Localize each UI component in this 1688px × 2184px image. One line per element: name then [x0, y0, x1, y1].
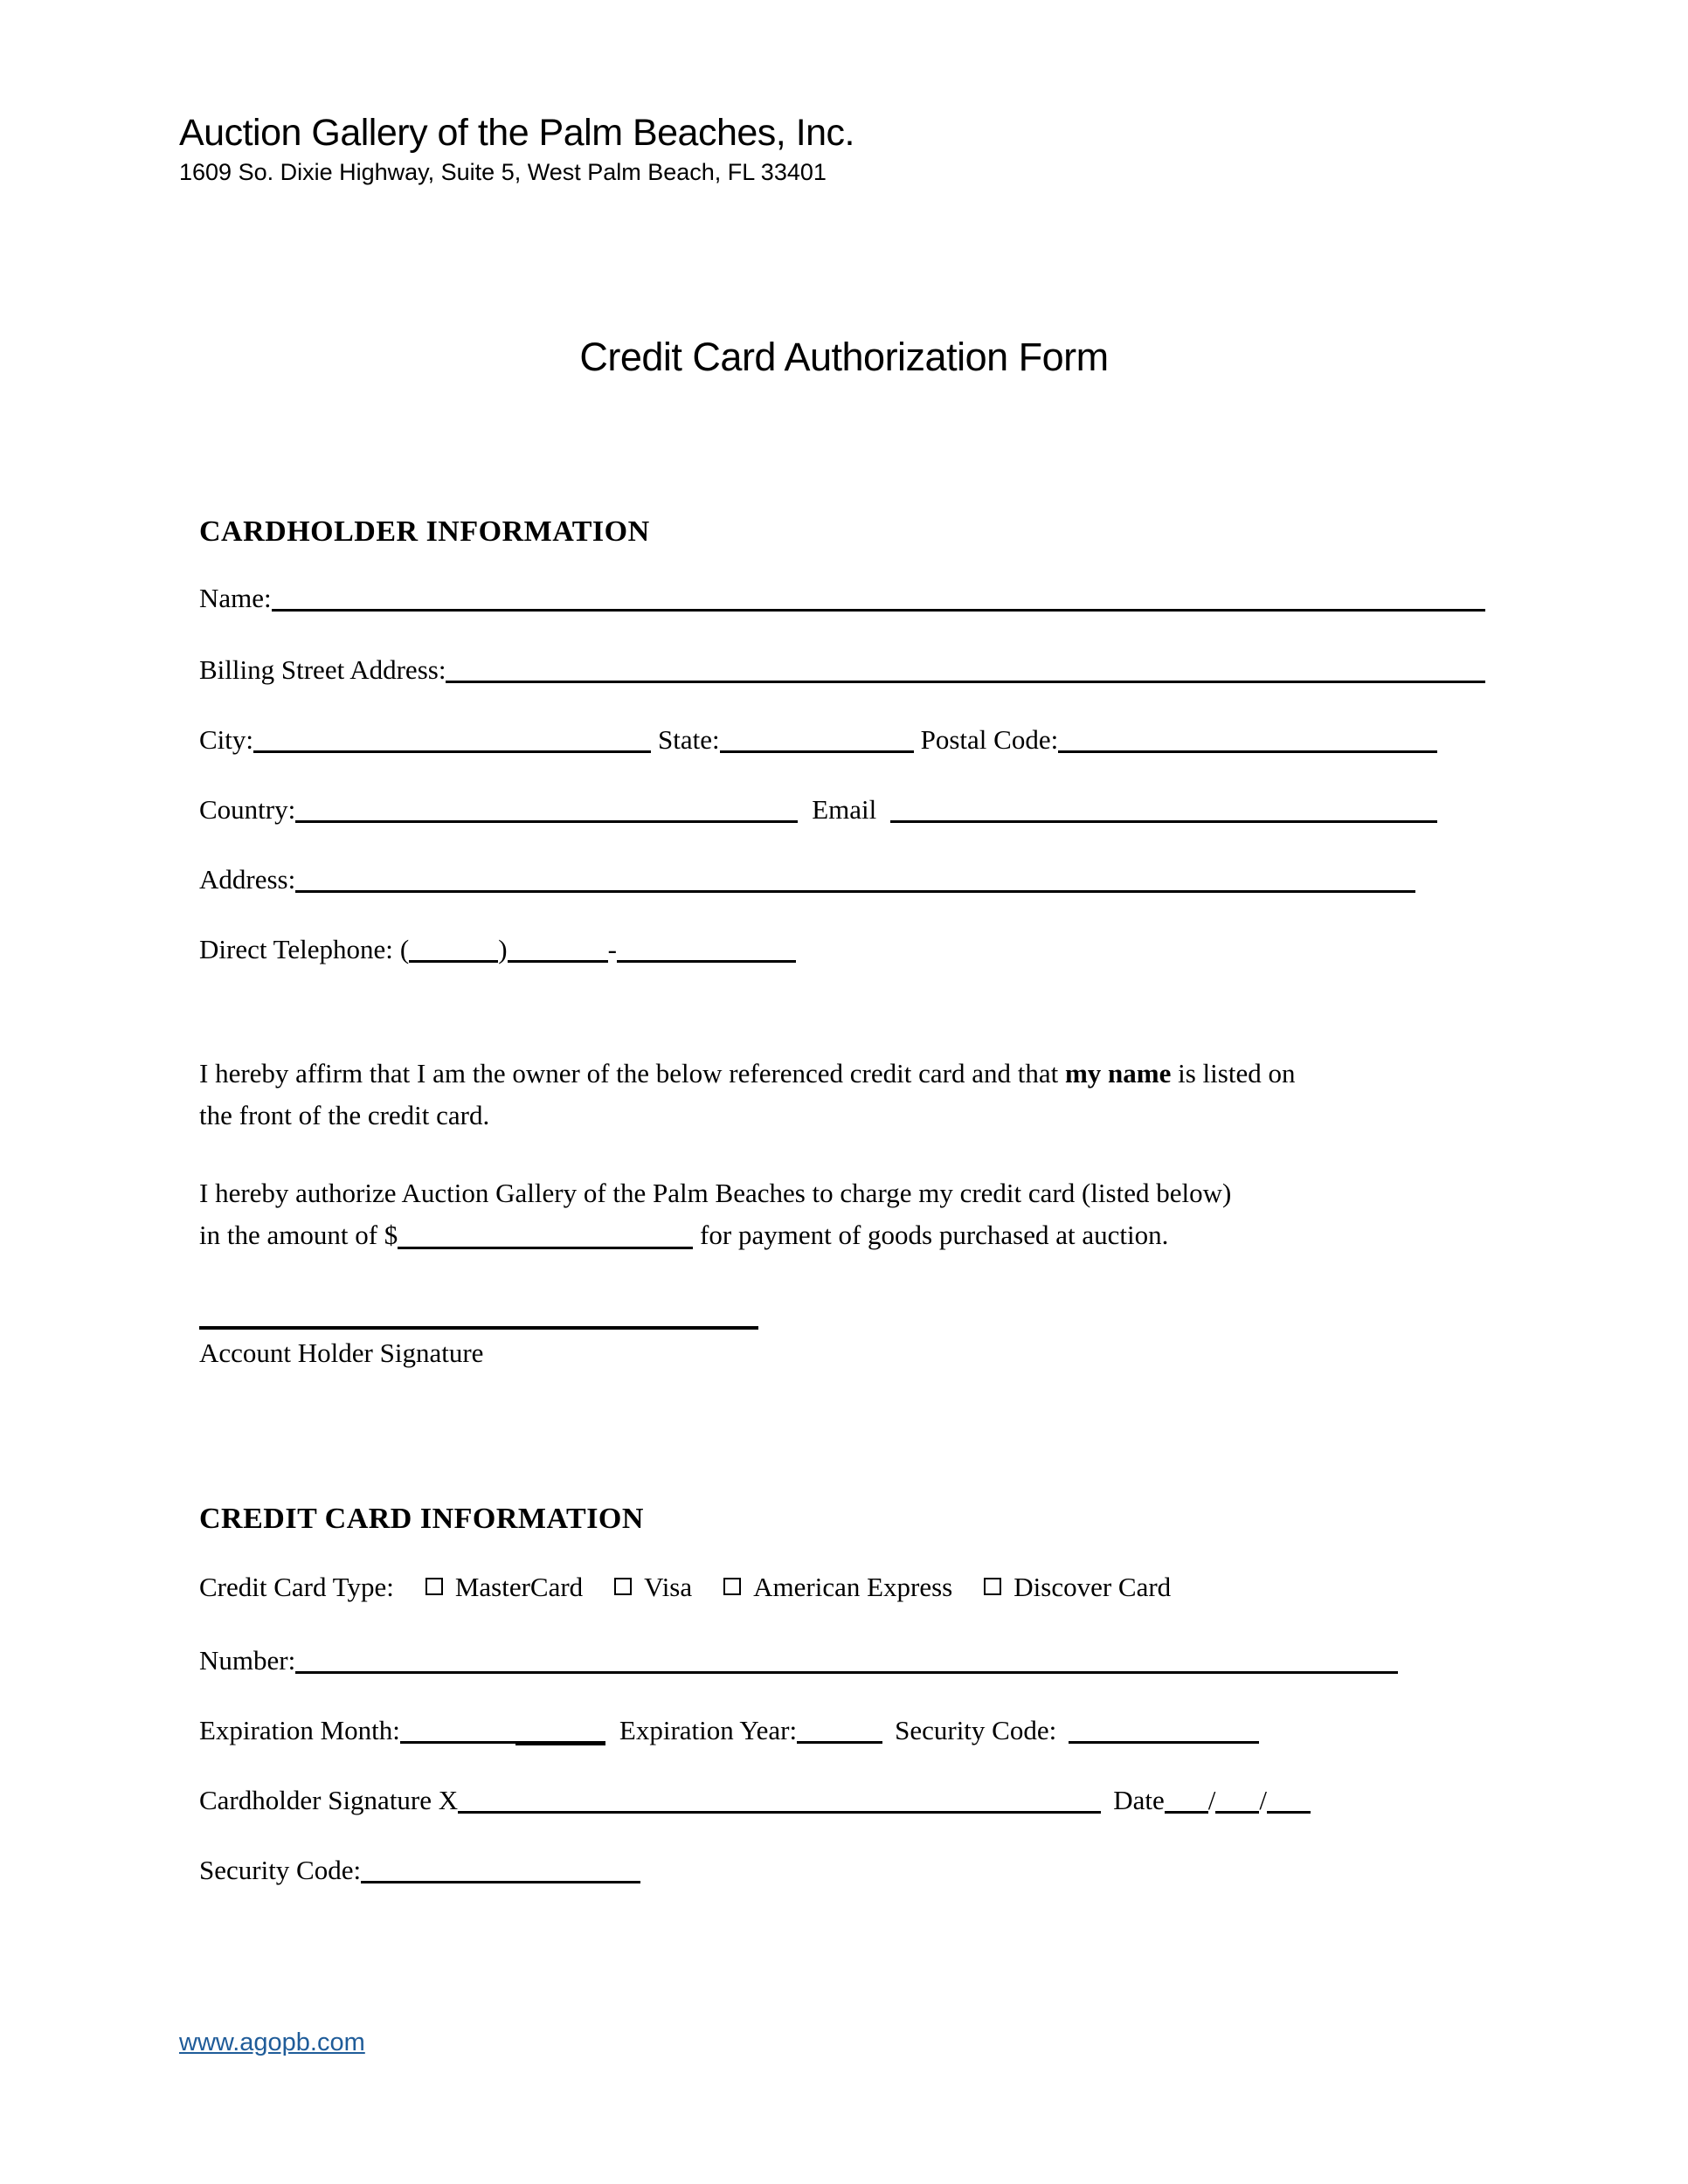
letterhead [179, 110, 854, 187]
email-label: Email [812, 794, 877, 825]
country-label: Country: [199, 794, 296, 825]
card-type-label: Credit Card Type: [199, 1572, 394, 1602]
cardholder-section-heading: CARDHOLDER INFORMATION [199, 515, 650, 548]
account-holder-signature-block [199, 1284, 758, 1370]
website-link[interactable]: www.agopb.com [179, 2028, 365, 2056]
card-type-option-mastercard[interactable] [425, 1571, 583, 1604]
date-label: Date [1113, 1785, 1165, 1815]
expiration-row [199, 1714, 1259, 1747]
card-type-row [199, 1571, 1171, 1604]
expiration-year-label: Expiration Year: [619, 1715, 798, 1745]
security-code-row [199, 1854, 640, 1887]
company-name: Auction Gallery of the Palm Beaches, Inc. [179, 112, 855, 154]
card-number-label: Number: [199, 1645, 296, 1676]
cardholder-signature-row [199, 1784, 1311, 1817]
state-label: State: [658, 724, 720, 755]
visa-label: Visa [644, 1572, 693, 1602]
mastercard-label: MasterCard [454, 1572, 584, 1602]
name-field-line[interactable] [272, 609, 1485, 612]
cardholder-signature-line[interactable] [458, 1811, 1101, 1814]
amount-field-line[interactable] [398, 1247, 693, 1249]
affirmation-bold-text: my name [1064, 1058, 1172, 1089]
security-code-label: Security Code: [895, 1715, 1057, 1745]
billing-address-field-line[interactable] [446, 681, 1485, 683]
card-number-row [199, 1644, 1398, 1677]
address-field-line[interactable] [295, 890, 1415, 893]
affirmation-paragraph [199, 1053, 1520, 1137]
form-title: Credit Card Authorization Form [579, 335, 1109, 379]
authorization-paragraph [199, 1172, 1520, 1256]
card-type-option-visa[interactable] [614, 1571, 692, 1604]
security-code-field-line-2[interactable] [361, 1881, 640, 1883]
expiration-year-field-line[interactable] [797, 1741, 882, 1744]
account-holder-signature-label: Account Holder Signature [199, 1337, 484, 1368]
name-label: Name: [199, 583, 272, 613]
date-sep-2: / [1259, 1785, 1267, 1815]
phone-suffix-field-line[interactable] [617, 960, 796, 963]
name-row [199, 582, 1485, 615]
postal-code-label: Postal Code: [920, 724, 1059, 755]
discover-label: Discover Card [1013, 1572, 1172, 1602]
affirmation-text: I hereby affirm that I am the owner of the below referenced credit card and that [199, 1058, 1065, 1089]
affirmation-line2: the front of the credit card. [199, 1100, 490, 1130]
account-holder-signature-line[interactable] [199, 1284, 758, 1330]
expiration-month-field-line[interactable] [400, 1741, 515, 1744]
billing-address-label: Billing Street Address: [199, 654, 446, 685]
state-field-line[interactable] [720, 750, 914, 753]
country-email-row [199, 793, 1437, 826]
expiration-month-label: Expiration Month: [199, 1715, 400, 1745]
amount-pre-text: in the amount of $ [199, 1220, 398, 1250]
paren-open: ( [399, 934, 410, 964]
area-code-field-line[interactable] [409, 960, 498, 963]
paren-close: ) [498, 934, 508, 964]
card-section-heading: CREDIT CARD INFORMATION [199, 1503, 644, 1535]
expiration-month-field-line-2[interactable] [515, 1741, 605, 1745]
security-code-label-2: Security Code: [199, 1855, 362, 1885]
card-type-option-amex[interactable] [723, 1571, 952, 1604]
phone-dash: - [607, 934, 617, 964]
city-state-postal-row [199, 723, 1437, 757]
amex-checkbox-icon[interactable] [723, 1578, 741, 1595]
card-type-option-discover[interactable] [984, 1571, 1171, 1604]
address-row [199, 863, 1415, 896]
cardholder-signature-label: Cardholder Signature X [199, 1785, 459, 1815]
authorization-line1: I hereby authorize Auction Gallery of the Palm Beaches to charge my credit card (listed below) [199, 1178, 1232, 1208]
date-sep-1: / [1207, 1785, 1216, 1815]
phone-prefix-field-line[interactable] [508, 960, 608, 963]
amount-post-text: for payment of goods purchased at auction. [693, 1220, 1169, 1250]
city-field-line[interactable] [253, 750, 651, 753]
affirmation-text-cont: is listed on [1171, 1058, 1296, 1089]
postal-code-field-line[interactable] [1058, 750, 1437, 753]
card-number-field-line[interactable] [295, 1671, 1398, 1674]
date-month-line[interactable] [1165, 1811, 1208, 1814]
company-address: 1609 So. Dixie Highway, Suite 5, West Palm Beach, FL 33401 [179, 159, 827, 185]
security-code-field-line[interactable] [1069, 1741, 1259, 1744]
amex-label: American Express [753, 1572, 953, 1602]
country-field-line[interactable] [295, 820, 798, 823]
discover-checkbox-icon[interactable] [984, 1578, 1001, 1595]
date-day-line[interactable] [1215, 1811, 1259, 1814]
city-label: City: [199, 724, 254, 755]
telephone-row [199, 933, 796, 966]
mastercard-checkbox-icon[interactable] [425, 1578, 443, 1595]
billing-address-row [199, 653, 1485, 687]
email-field-line[interactable] [890, 820, 1437, 823]
date-year-line[interactable] [1267, 1811, 1311, 1814]
address-label: Address: [199, 864, 296, 895]
telephone-label: Direct Telephone: [199, 934, 393, 964]
visa-checkbox-icon[interactable] [614, 1578, 632, 1595]
